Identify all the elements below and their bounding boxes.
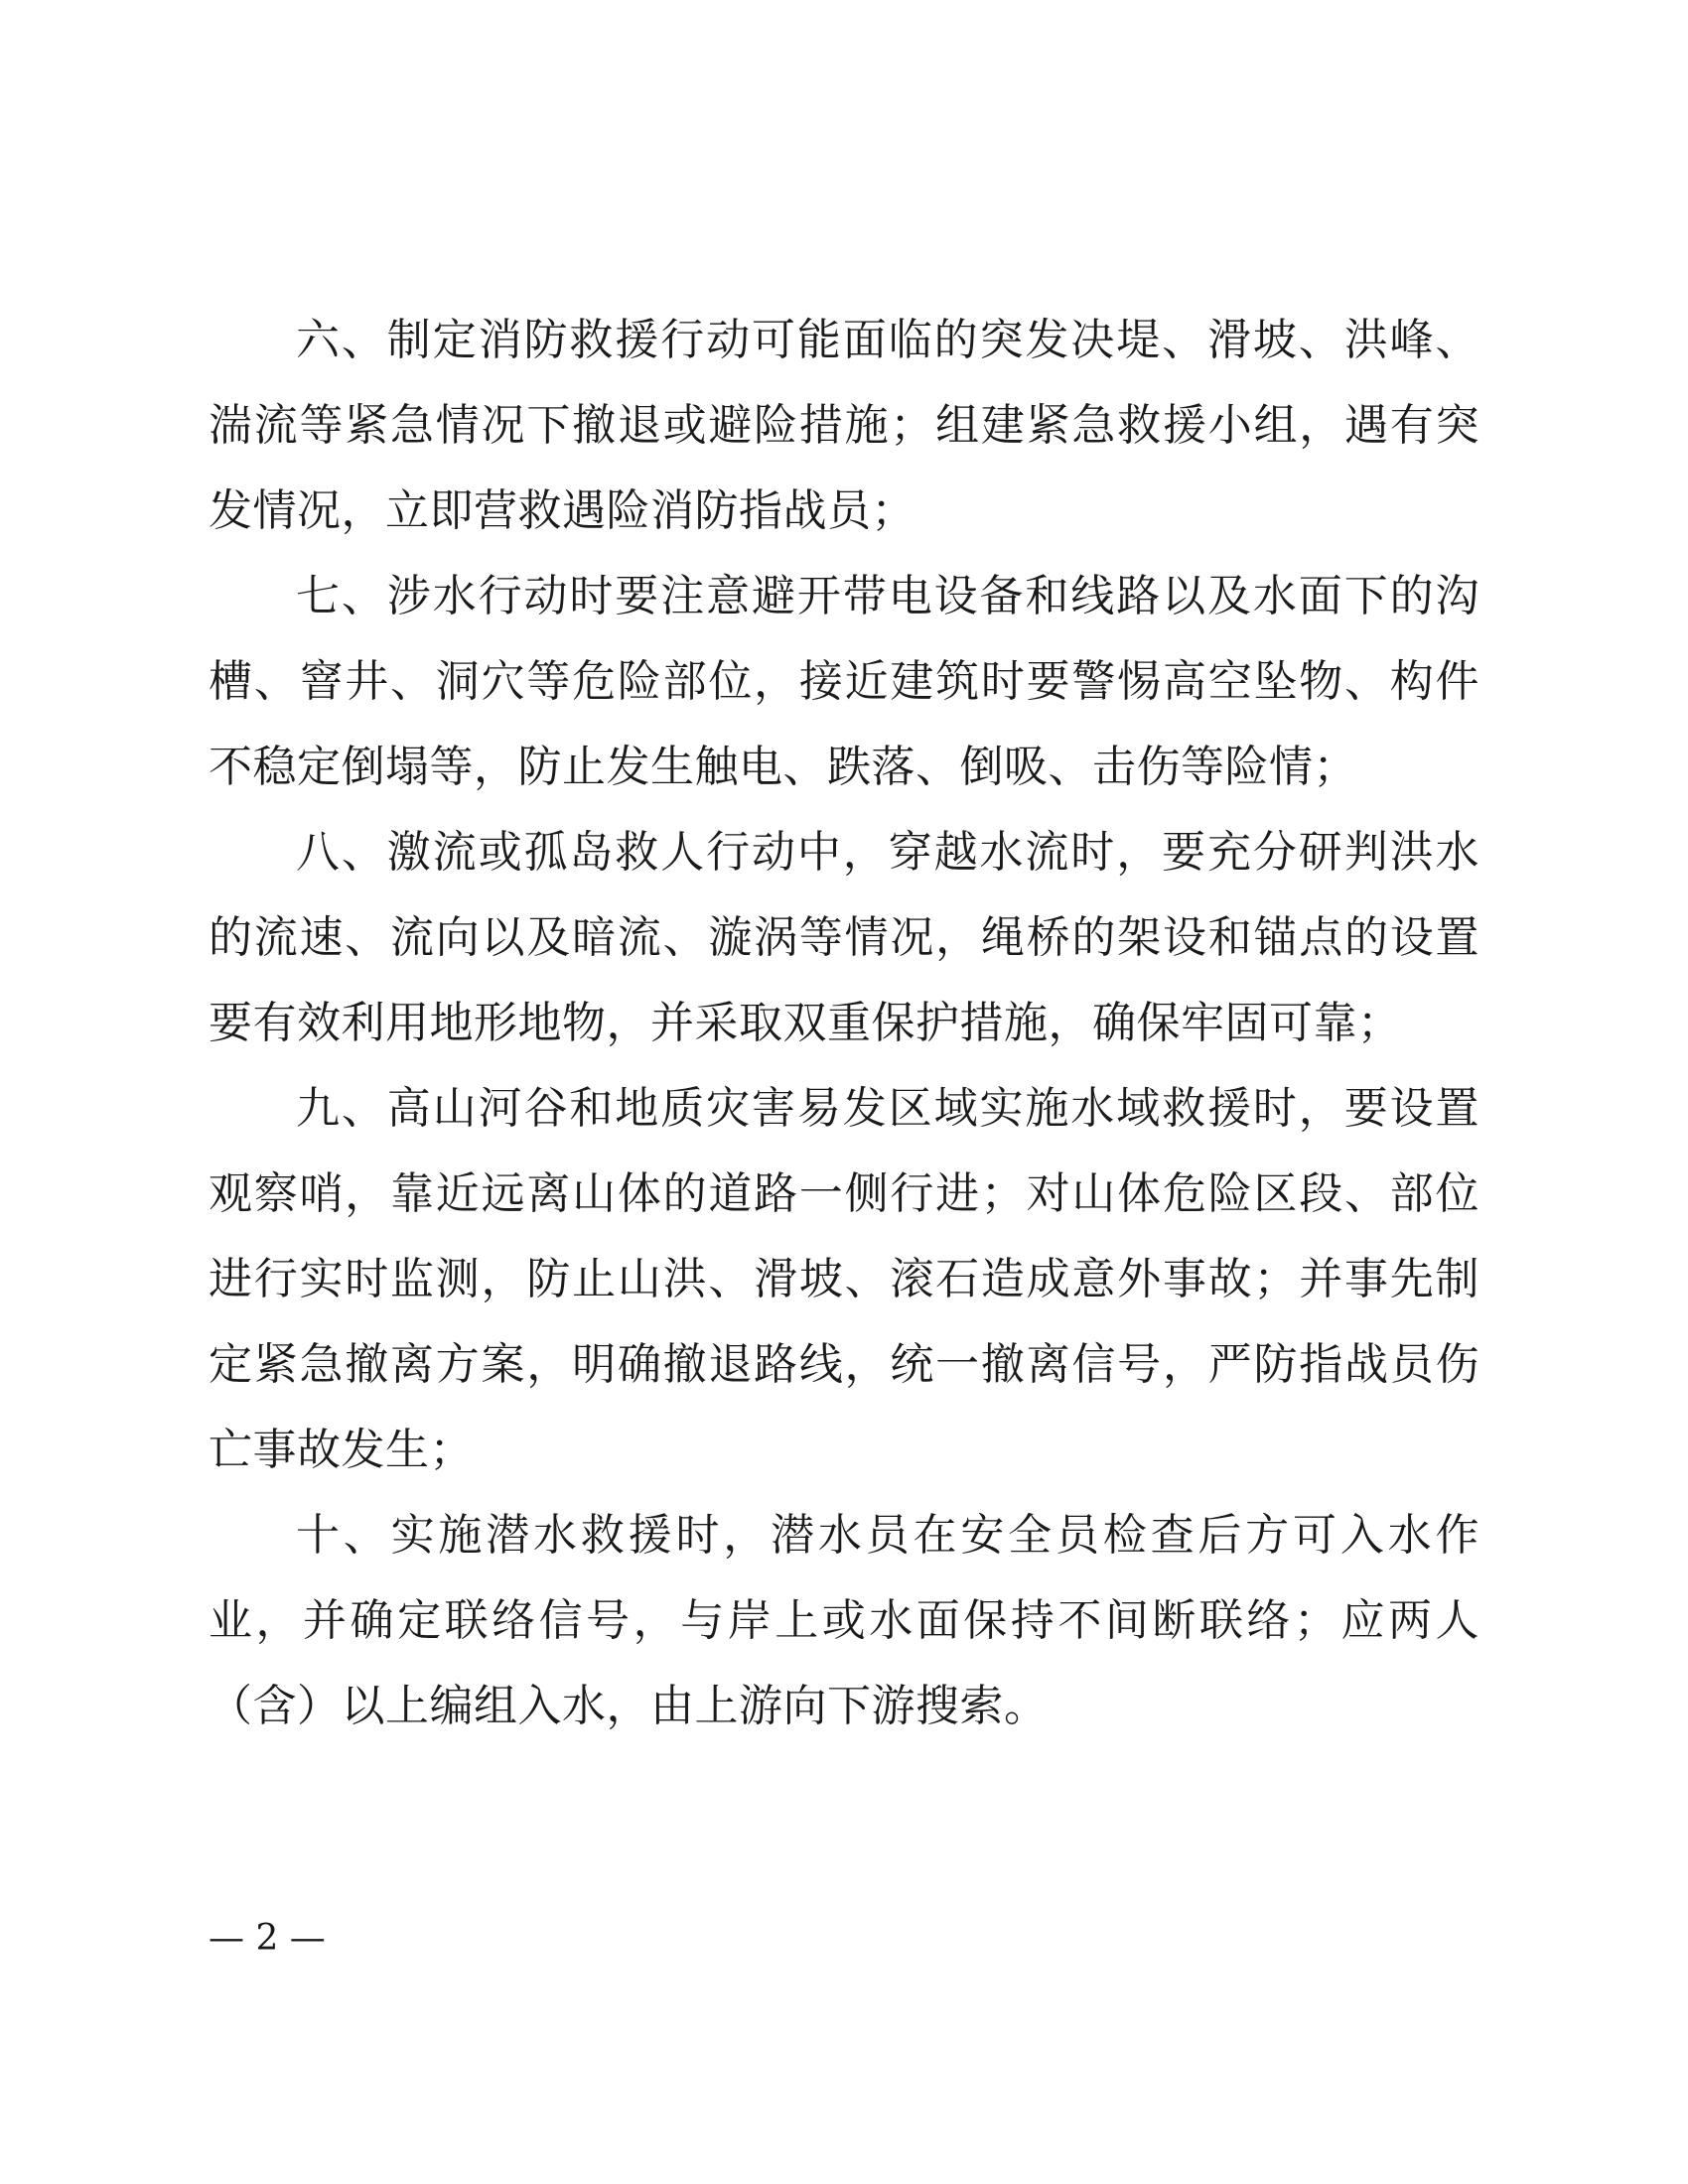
document-body — [209, 298, 1479, 1749]
paragraph-item-8: 八、激流或孤岛救人行动中，穿越水流时，要充分研判洪水的流速、流向以及暗流、漩涡等情况，绳桥的架设和锚点的设置要有效利用地形地物，并采取双重保护措施，确保牢固可靠； — [209, 827, 1479, 1048]
paragraph-item-10: 十、实施潜水救援时，潜水员在安全员检查后方可入水作业，并确定联络信号，与岸上或水面保持不间断联络；应两人（含）以上编组入水，由上游向下游搜索。 — [209, 1510, 1479, 1731]
paragraph-item-9: 九、高山河谷和地质灾害易发区域实施水域救援时，要设置观察哨，靠近远离山体的道路一侧行进；对山体危险区段、部位进行实时监测，防止山洪、滑坡、滚石造成意外事故；并事先制定紧急撤离方案，明确撤退路线，统一撤离信号，严防指战员伤亡事故发生； — [209, 1083, 1479, 1475]
paragraph-item-6: 六、制定消防救援行动可能面临的突发决堤、滑坡、洪峰、湍流等紧急情况下撤退或避险措施；组建紧急救援小组，遇有突发情况，立即营救遇险消防指战员； — [209, 315, 1479, 536]
paragraph-item-7: 七、涉水行动时要注意避开带电设备和线路以及水面下的沟槽、窨井、洞穴等危险部位，接近建筑时要警惕高空坠物、构件不稳定倒塌等，防止发生触电、跌落、倒吸、击伤等险情； — [209, 571, 1479, 792]
page-number: — 2 — — [209, 1918, 326, 1959]
